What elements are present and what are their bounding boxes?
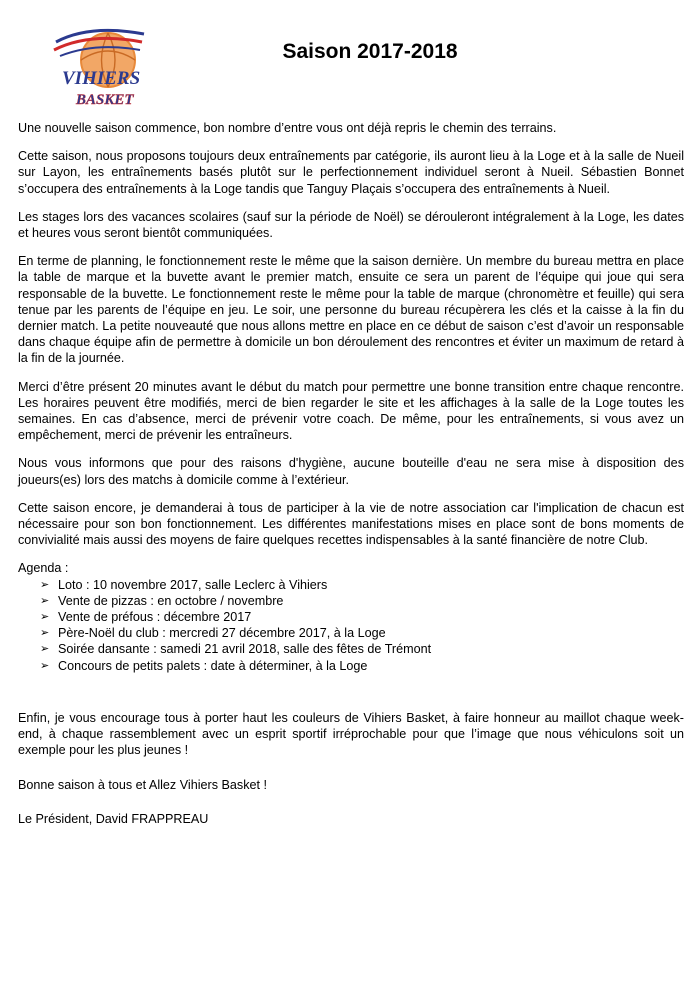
agenda-label: Agenda : [18, 561, 69, 576]
arrow-bullet-icon: ➢ [40, 643, 50, 656]
closing-paragraph: Enfin, je vous encourage tous à porter haut les couleurs de Vihiers Basket, à faire honneur au maillot chaque week-end, à chaque rassemblement avec un esprit sportif irréprochable pour que l’image que nous véhiculons soit un exemple pour les plus jeunes ! [18, 710, 684, 758]
paragraph: Nous vous informons que pour des raisons d'hygiène, aucune bouteille d'eau ne sera mise à disposition des joueurs(es) lors des matchs à domicile comme à l’extérieur. [18, 456, 684, 487]
list-item: ➢ Vente de préfous : décembre 2017 [40, 610, 252, 625]
paragraph: En terme de planning, le fonctionnement reste le même que la saison dernière. Un membre du bureau mettra en place la table de marque et la buvette avant le premier match, ensuite ce sera un parent de l’équipe qui joue qui sera responsable de la buvette. Le fonctionnement reste le même pour la table de marque (chronomètre et feuille) qui sera tenue par les parents de l’équipe en jeu. Le soir, une personne du bureau récupèrera les clés et la caisse à la fin du dernier match. La petite nouveauté que nous allons mettre en place en ce début de saison c’est d’avoir un responsable dans chaque équipe afin de permettre à domicile un bon déroulement des rencontres et éviter un maximum de retard à la fin de la journée. [18, 254, 684, 366]
list-item: ➢ Vente de pizzas : en octobre / novembre [40, 593, 284, 608]
closing-greeting: Bonne saison à tous et Allez Vihiers Basket ! [18, 777, 267, 792]
paragraph: Une nouvelle saison commence, bon nombre d’entre vous ont déjà repris le chemin des terrains. [18, 121, 557, 135]
list-item: ➢ Loto : 10 novembre 2017, salle Leclerc à Vihiers [40, 577, 328, 592]
paragraph: Cette saison encore, je demanderai à tous de participer à la vie de notre association car l'implication de chacun est nécessaire pour son bon fonctionnement. Les différentes manifestations mises en place sont de bons moments de convivialité mais aussi des moyens de faire quelques recettes indispensables à la santé financière de notre Club. [18, 500, 684, 548]
paragraph: Cette saison, nous proposons toujours deux entraînements par catégorie, ils auront lieu à la Loge et à la salle de Nueil sur Layon, les entraînements basés plutôt sur le perfectionnement individuel seront à Nueil. Sébastien Bonnet s’occupera des entraînements à la Loge tandis que Tanguy Plaçais s’occupera des entraînements à Nueil. [18, 149, 684, 196]
paragraph: Les stages lors des vacances scolaires (sauf sur la période de Noël) se dérouleront intégralement à la Loge, les dates et heures vous seront bientôt communiquées. [18, 209, 684, 241]
arrow-bullet-icon: ➢ [40, 594, 50, 607]
arrow-bullet-icon: ➢ [40, 627, 50, 640]
logo-text-line2: BASKET [76, 92, 134, 108]
page-title: Saison 2017-2018 [282, 40, 458, 63]
arrow-bullet-icon: ➢ [40, 578, 50, 591]
agenda-list [18, 577, 684, 674]
logo-text-line1: VIHIERS [62, 68, 141, 89]
signature-line: Le Président, David FRAPPREAU [18, 811, 209, 826]
list-item: ➢ Père-Noël du club : mercredi 27 décembre 2017, à la Loge [40, 626, 386, 641]
letter-body [18, 120, 684, 839]
list-item: ➢ Soirée dansante : samedi 21 avril 2018, salle des fêtes de Trémont [40, 642, 432, 657]
paragraph: Merci d’être présent 20 minutes avant le début du match pour permettre une bonne transition entre chaque rencontre. Les horaires peuvent être modifiés, merci de bien regarder le site et les affichages à la salle de la Loge toutes les semaines. En cas d’absence, merci de prévenir votre coach. De même, pour les entraînements, si vous avez un empêchement, merci de prévenir les entraîneurs. [18, 379, 684, 443]
arrow-bullet-icon: ➢ [40, 659, 50, 672]
arrow-bullet-icon: ➢ [40, 611, 50, 624]
list-item: ➢ Concours de petits palets : date à déterminer, à la Loge [40, 658, 368, 673]
vihiers-basket-logo [50, 22, 150, 114]
